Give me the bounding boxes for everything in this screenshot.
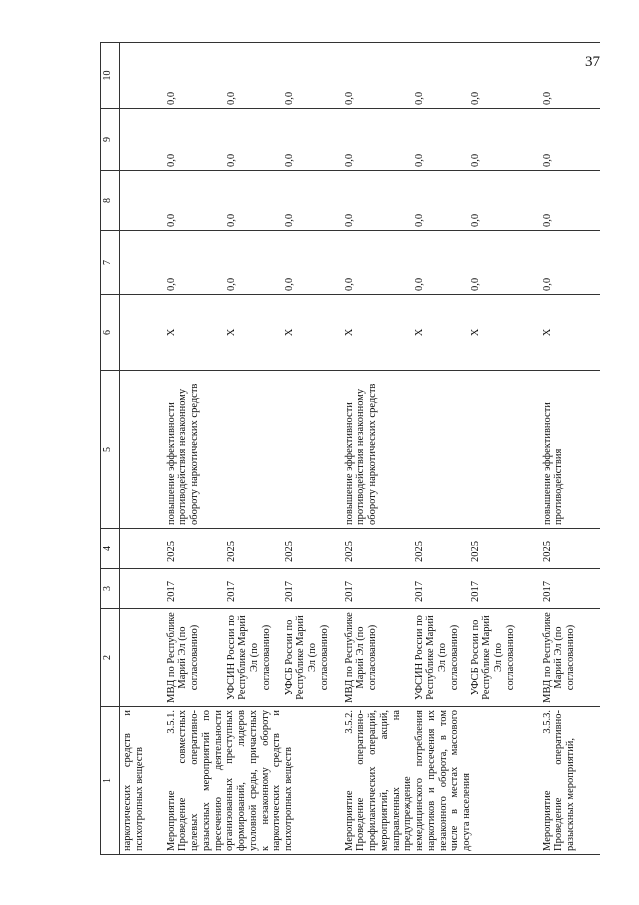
end-year-cell: 2025	[342, 529, 412, 569]
start-year-cell: 2017	[164, 569, 224, 609]
end-year-cell: 2025	[282, 529, 342, 569]
value-cell: 0,0	[342, 43, 412, 109]
value-cell: 0,0	[412, 109, 468, 171]
end-year-cell: 2025	[468, 529, 540, 569]
value-cell: 0,0	[164, 43, 224, 109]
measure-cell: Мероприятие 3.5.1. Проведение совместных целевых оперативно-разыскных мероприятий по пресечению деятельности организованных преступных формирований, лидеров уголовной среды, причастных к незаконному обороту наркотических средств и психотропных веществ	[164, 707, 342, 855]
value-cell: 0,0	[164, 171, 224, 231]
mark-cell: X	[412, 295, 468, 371]
value-cell: 0,0	[540, 109, 600, 171]
value-cell	[120, 231, 164, 295]
value-cell: 0,0	[468, 43, 540, 109]
measure-cell: Мероприятие 3.5.3. Проведение оперативно-разыскных мероприятий,	[540, 707, 600, 855]
measure-cell: наркотических средств и психотропных веществ	[120, 707, 164, 855]
col-header-8: 8	[101, 171, 120, 231]
value-cell	[120, 43, 164, 109]
col-header-3: 3	[101, 569, 120, 609]
value-cell: 0,0	[282, 171, 342, 231]
value-cell: 0,0	[412, 231, 468, 295]
table-row	[164, 43, 224, 855]
start-year-cell: 2017	[540, 569, 600, 609]
end-year-cell: 2025	[224, 529, 282, 569]
executor-cell: УФСБ России по Республике Марий Эл (по согласованию)	[282, 609, 342, 707]
end-year-cell: 2025	[164, 529, 224, 569]
value-cell	[120, 109, 164, 171]
page-number: 37	[585, 54, 600, 70]
result-cell	[120, 371, 164, 529]
col-header-4: 4	[101, 529, 120, 569]
value-cell: 0,0	[224, 171, 282, 231]
col-header-2: 2	[101, 609, 120, 707]
value-cell: 0,0	[342, 231, 412, 295]
value-cell: 0,0	[224, 231, 282, 295]
value-cell: 0,0	[164, 231, 224, 295]
mark-cell: X	[468, 295, 540, 371]
value-cell: 0,0	[540, 171, 600, 231]
end-year-cell: 2025	[412, 529, 468, 569]
value-cell: 0,0	[282, 231, 342, 295]
table-row	[540, 43, 600, 855]
executor-cell: УФСИН России по Республике Марий Эл (по согласованию)	[224, 609, 282, 707]
table-row	[342, 43, 412, 855]
result-cell: повышение эффективности противодействия	[540, 371, 600, 529]
executor-cell: МВД по Республике Марий Эл (по согласованию)	[164, 609, 224, 707]
value-cell: 0,0	[412, 43, 468, 109]
end-year-cell	[120, 529, 164, 569]
start-year-cell: 2017	[412, 569, 468, 609]
start-year-cell	[120, 569, 164, 609]
start-year-cell: 2017	[468, 569, 540, 609]
value-cell: 0,0	[412, 171, 468, 231]
executor-cell: МВД по Республике Марий Эл (по согласованию)	[342, 609, 412, 707]
result-cell: повышение эффективности противодействия незаконному обороту наркотических средств	[342, 371, 540, 529]
value-cell: 0,0	[540, 231, 600, 295]
col-header-9: 9	[101, 109, 120, 171]
start-year-cell: 2017	[282, 569, 342, 609]
value-cell	[120, 171, 164, 231]
value-cell: 0,0	[164, 109, 224, 171]
rotated-table-container	[100, 43, 620, 855]
mark-cell: X	[342, 295, 412, 371]
value-cell: 0,0	[468, 171, 540, 231]
table-row	[120, 43, 164, 855]
value-cell: 0,0	[468, 109, 540, 171]
executor-cell: МВД по Республике Марий Эл (по согласованию)	[540, 609, 600, 707]
executor-cell: УФСИН России по Республике Марий Эл (по согласованию)	[412, 609, 468, 707]
start-year-cell: 2017	[342, 569, 412, 609]
start-year-cell: 2017	[224, 569, 282, 609]
value-cell: 0,0	[342, 109, 412, 171]
value-cell: 0,0	[282, 109, 342, 171]
value-cell: 0,0	[468, 231, 540, 295]
col-header-6: 6	[101, 295, 120, 371]
col-header-5: 5	[101, 371, 120, 529]
value-cell: 0,0	[282, 43, 342, 109]
result-cell: повышение эффективности противодействия незаконному обороту наркотических средств	[164, 371, 342, 529]
col-header-7: 7	[101, 231, 120, 295]
value-cell: 0,0	[224, 43, 282, 109]
program-measures-table	[100, 42, 600, 855]
value-cell: 0,0	[224, 109, 282, 171]
column-number-row	[101, 43, 120, 855]
value-cell: 0,0	[540, 43, 600, 109]
executor-cell	[120, 609, 164, 707]
col-header-1: 1	[101, 707, 120, 855]
col-header-10: 10	[101, 43, 120, 109]
end-year-cell: 2025	[540, 529, 600, 569]
mark-cell	[120, 295, 164, 371]
mark-cell: X	[164, 295, 224, 371]
mark-cell: X	[282, 295, 342, 371]
mark-cell: X	[224, 295, 282, 371]
executor-cell: УФСБ России по Республике Марий Эл (по согласованию)	[468, 609, 540, 707]
value-cell: 0,0	[342, 171, 412, 231]
mark-cell: X	[540, 295, 600, 371]
measure-cell: Мероприятие 3.5.2. Проведение оперативно-профилактических операций, мероприятий, акций, направленных на предупреждение немедицинского потребления наркотиков и пресечения их незаконного оборота, в том числе в местах массового досуга населения	[342, 707, 540, 855]
